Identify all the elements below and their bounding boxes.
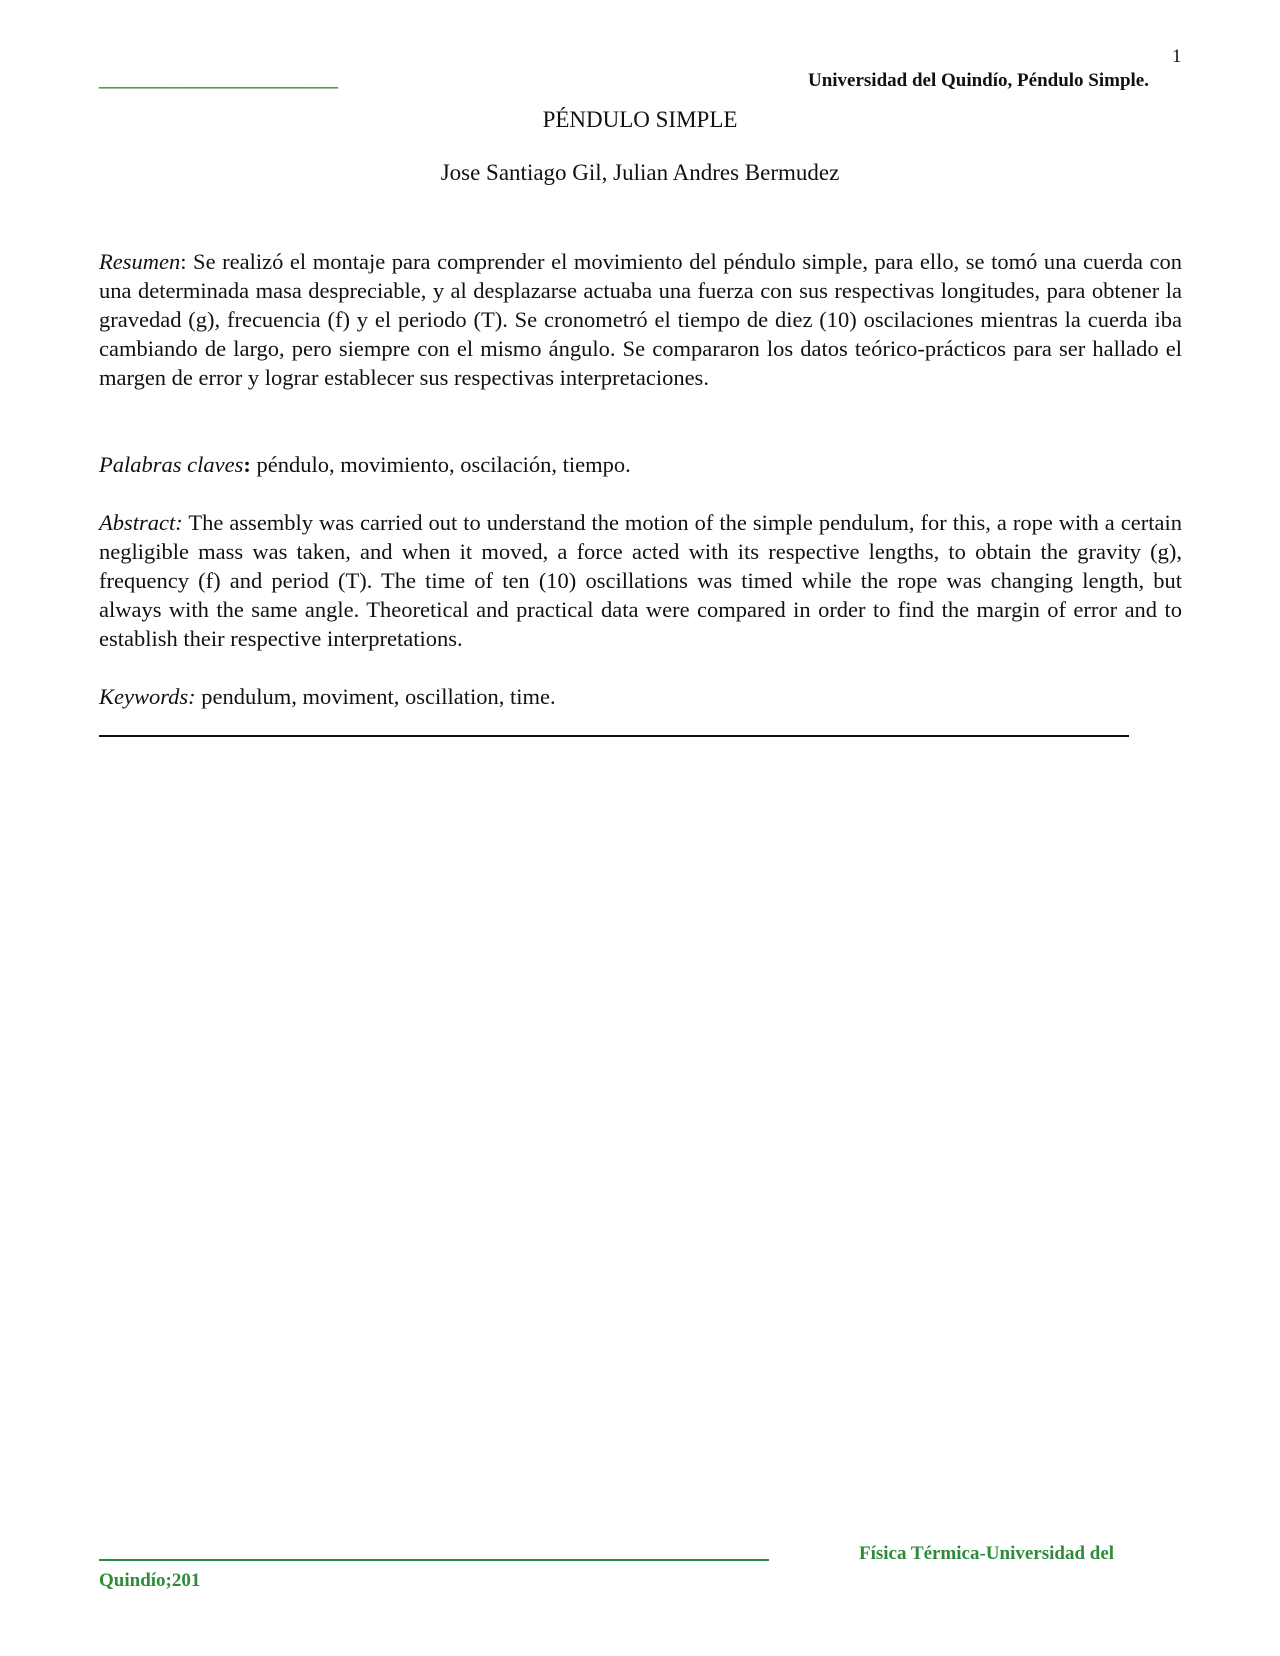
running-title: Universidad del Quindío, Péndulo Simple. [807, 70, 1149, 91]
authors: Jose Santiago Gil, Julian Andres Bermudez [440, 160, 840, 185]
resumen-label: Resumen [99, 249, 181, 274]
page-number: 1 [1172, 46, 1182, 67]
document-title: PÉNDULO SIMPLE [542, 107, 738, 132]
keywords-label: Keywords: [99, 684, 196, 709]
palabras-claves-paragraph [99, 450, 1182, 479]
keywords-paragraph [99, 682, 1182, 711]
resumen-text: : Se realizó el montaje para comprender el movimiento del péndulo simple, para ello, se tomó una cuerda con una determinada masa despreciable, y al desplazarse actuaba una fuerza con sus respectivas longitudes, para obtener la gravedad (g), frecuencia (f) y el periodo (T). Se cronometró el tiempo de diez (10) oscilaciones mientras la cuerda iba cambiando de largo, pero siempre con el mismo ángulo. Se compararon los datos teórico-prácticos para ser hallado el margen de error y lograr establecer sus respectivas interpretaciones. [99, 249, 1182, 390]
footer-rule [99, 1559, 769, 1561]
header-rule: ____________________________ [99, 70, 337, 91]
footer-left-text: Quindío;201 [99, 1570, 201, 1591]
palabras-claves-colon: : [243, 452, 251, 477]
resumen-paragraph [99, 247, 1182, 392]
footer-right-text: Física Térmica-Universidad del [859, 1543, 1115, 1564]
abstract-divider [99, 735, 1129, 737]
palabras-claves-text: péndulo, movimiento, oscilación, tiempo. [250, 452, 631, 477]
keywords-text: pendulum, moviment, oscillation, time. [195, 684, 556, 709]
abstract-label: Abstract: [99, 510, 183, 535]
abstract-paragraph [99, 508, 1182, 653]
palabras-claves-label: Palabras claves [99, 452, 244, 477]
abstract-text: The assembly was carried out to understand the motion of the simple pendulum, for this, a rope with a certain negligible mass was taken, and when it moved, a force acted with its respective lengths, to obtain the gravity (g), frequency (f) and period (T). The time of ten (10) oscillations was timed while the rope was changing length, but always with the same angle. Theoretical and practical data were compared in order to find the margin of error and to establish their respective interpretations. [99, 510, 1182, 651]
